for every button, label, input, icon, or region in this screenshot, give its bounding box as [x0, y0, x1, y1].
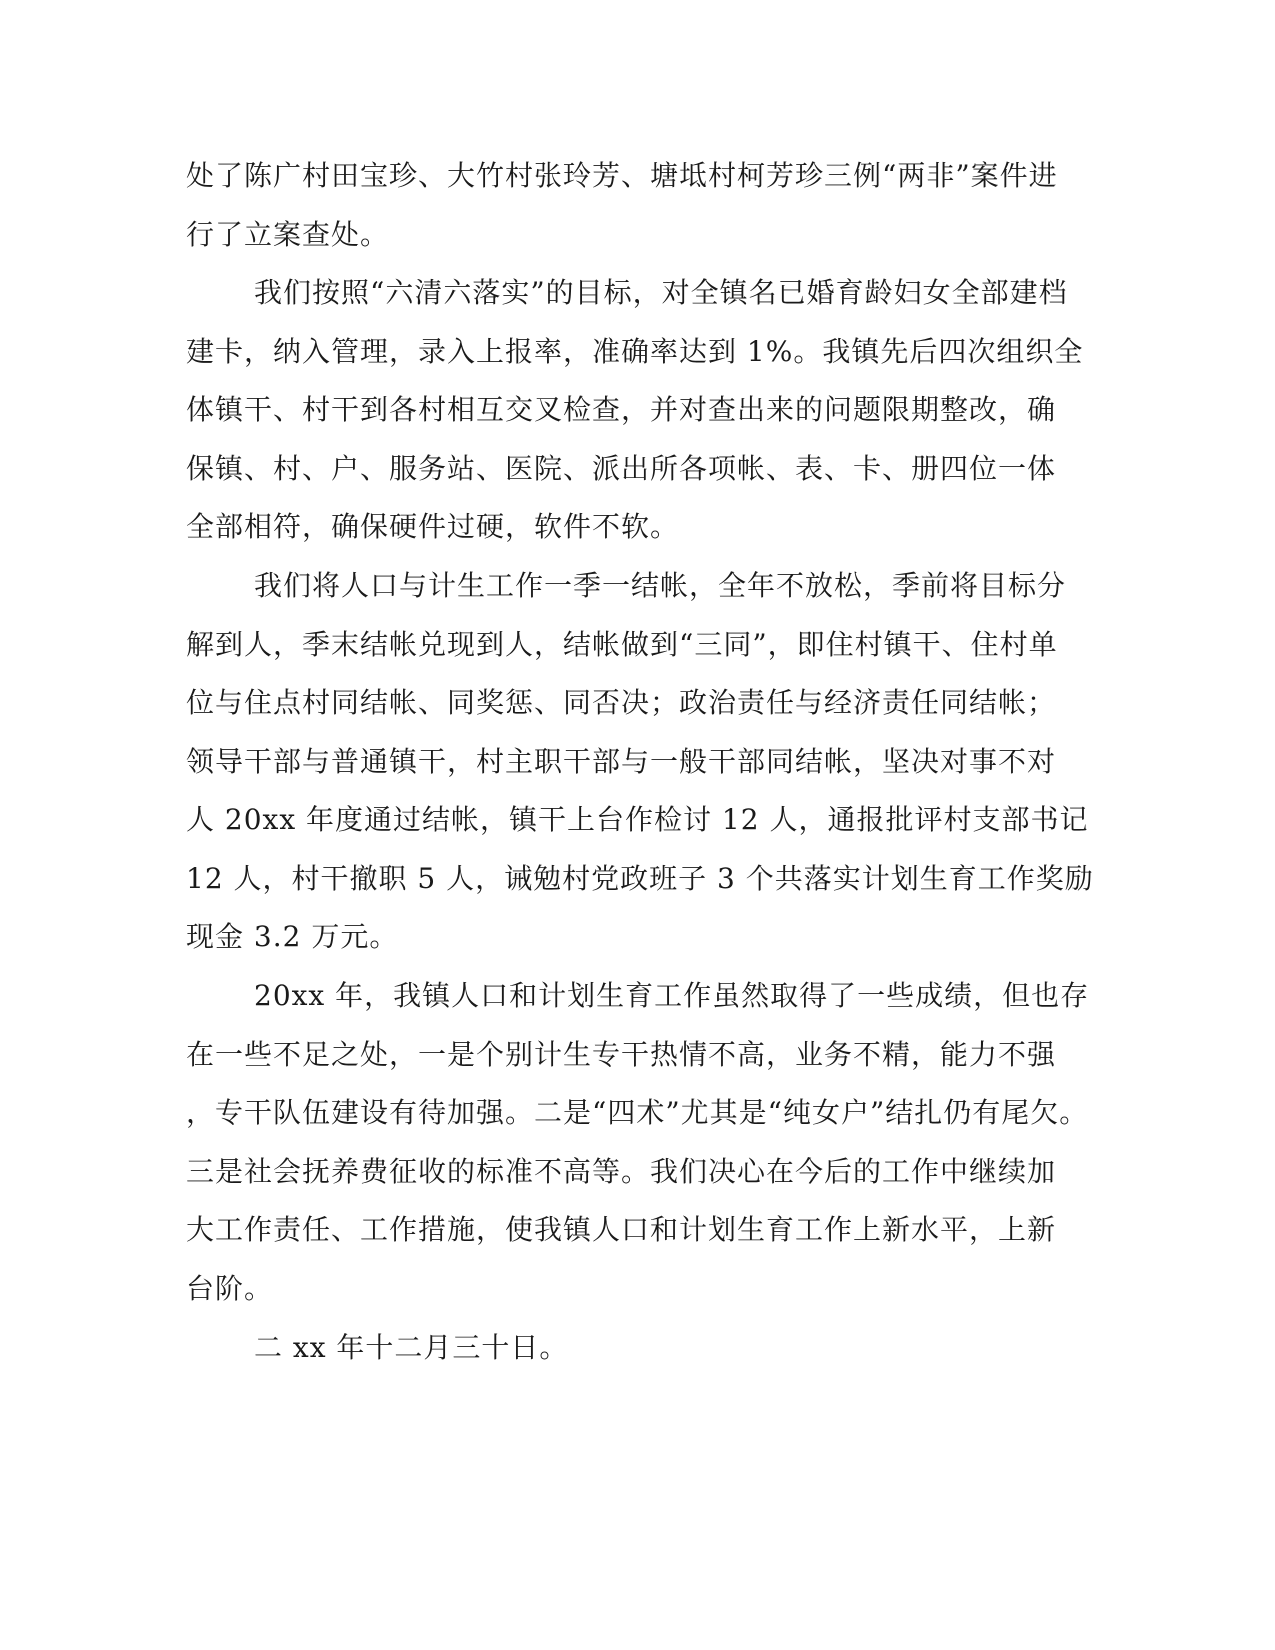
text-line: 体镇干、村干到各村相互交叉检查，并对查出来的问题限期整改，确 [186, 393, 1057, 426]
text-line: 位与住点村同结帐、同奖惩、同否决；政治责任与经济责任同结帐； [186, 686, 1057, 719]
paragraph-start-line: 我们按照“六清六落实”的目标，对全镇名已婚育龄妇女全部建档 [254, 276, 1068, 309]
text-line: 保镇、村、户、服务站、医院、派出所各项帐、表、卡、册四位一体 [186, 452, 1057, 485]
text-line: 人 20xx 年度通过结帐，镇干上台作检讨 12 人，通报批评村支部书记 [186, 803, 1089, 836]
text-line: 行了立案查处。 [186, 218, 390, 251]
text-line: 12 人，村干撤职 5 人，诫勉村党政班子 3 个共落实计划生育工作奖励 [186, 862, 1094, 895]
text-line: 建卡，纳入管理，录入上报率，准确率达到 1%。我镇先后四次组织全 [186, 335, 1084, 368]
text-line: ，专干队伍建设有待加强。二是“四术”尤其是“纯女户”结扎仍有尾欠。 [186, 1096, 1089, 1129]
text-line: 处了陈广村田宝珍、大竹村张玲芳、塘坻村柯芳珍三例“两非”案件进 [186, 159, 1058, 192]
date-line: 二 xx 年十二月三十日。 [254, 1331, 569, 1364]
text-line: 现金 3.2 万元。 [186, 920, 399, 953]
text-line: 全部相符，确保硬件过硬，软件不软。 [186, 510, 680, 543]
text-line: 在一些不足之处，一是个别计生专干热情不高，业务不精，能力不强 [186, 1038, 1057, 1071]
text-line: 三是社会抚养费征收的标准不高等。我们决心在今后的工作中继续加 [186, 1155, 1057, 1188]
text-line: 大工作责任、工作措施，使我镇人口和计划生育工作上新水平，上新 [186, 1213, 1057, 1246]
text-line: 解到人，季末结帐兑现到人，结帐做到“三同”，即住村镇干、住村单 [186, 628, 1058, 661]
text-line: 台阶。 [186, 1272, 274, 1305]
paragraph-start-line: 20xx 年，我镇人口和计划生育工作虽然取得了一些成绩，但也存 [254, 979, 1090, 1012]
paragraph-start-line: 我们将人口与计生工作一季一结帐，全年不放松，季前将目标分 [254, 569, 1067, 602]
text-line: 领导干部与普通镇干，村主职干部与一般干部同结帐，坚决对事不对 [186, 745, 1057, 778]
